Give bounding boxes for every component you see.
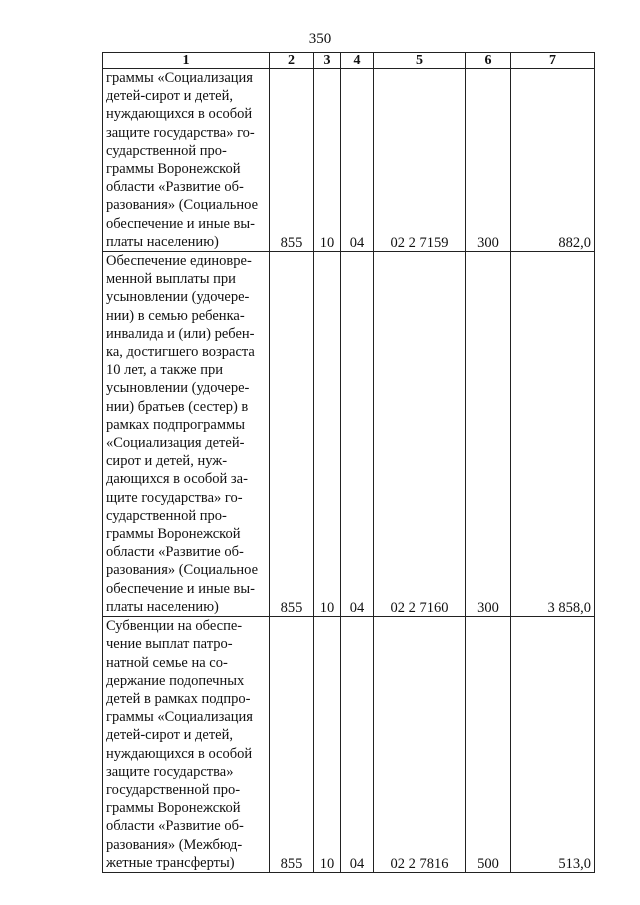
description-line: области «Развитие об- — [106, 818, 244, 835]
description-line: платы населению) — [106, 598, 219, 615]
cell-col6: 300 — [466, 252, 511, 617]
cell-col3: 10 — [314, 252, 341, 617]
description-line: платы населению) — [106, 233, 219, 250]
column-header-5: 5 — [374, 53, 466, 69]
description-line: области «Развитие об- — [106, 544, 244, 561]
description-line: инвалида и (или) ребен- — [106, 325, 255, 342]
description-line: сударственной про- — [106, 142, 227, 159]
description-line: рамках подпрограммы — [106, 416, 245, 433]
table-body — [103, 69, 595, 873]
cell-col2: 855 — [270, 617, 314, 873]
description-line: детей-сирот и детей, — [106, 88, 233, 105]
description-line: усыновлении (удочере- — [106, 289, 250, 306]
description-line: государственной про- — [106, 781, 241, 798]
cell-col3: 10 — [314, 617, 341, 873]
cell-col6: 500 — [466, 617, 511, 873]
description-line: сударственной про- — [106, 507, 227, 524]
description-line: ка, достигшего возраста — [106, 344, 255, 361]
description-line: обеспечение и иные вы- — [106, 580, 255, 597]
description-line: области «Развитие об- — [106, 179, 244, 196]
description-line: чение выплат патро- — [106, 636, 233, 653]
description-line: граммы «Социализация — [106, 70, 253, 86]
description-line: Субвенции на обеспе- — [106, 618, 243, 635]
cell-col7-amount: 3 858,0 — [511, 252, 595, 617]
description-line: натной семье на со- — [106, 654, 228, 671]
cell-col3: 10 — [314, 69, 341, 252]
description-line: щите государства» го- — [106, 489, 243, 506]
row-description — [103, 617, 270, 873]
column-header-2: 2 — [270, 53, 314, 69]
cell-col4: 04 — [341, 617, 374, 873]
description-line: разования» (Социальное — [106, 562, 259, 579]
description-line: граммы «Социализация — [106, 709, 253, 726]
cell-col2: 855 — [270, 69, 314, 252]
description-line: нуждающихся в особой — [106, 745, 253, 762]
description-line: держание подопечных — [106, 672, 245, 689]
cell-col5: 02 2 7160 — [374, 252, 466, 617]
table-header-row — [103, 53, 595, 69]
description-line: нии) в семью ребенка- — [106, 307, 245, 324]
description-line: усыновлении (удочере- — [106, 380, 250, 397]
description-line: нии) братьев (сестер) в — [106, 398, 249, 415]
cell-col7-amount: 513,0 — [511, 617, 595, 873]
description-line: граммы Воронежской — [106, 161, 241, 178]
row-description — [103, 69, 270, 252]
cell-col6: 300 — [466, 69, 511, 252]
cell-col5: 02 2 7816 — [374, 617, 466, 873]
description-line: детей-сирот и детей, — [106, 727, 233, 744]
description-line: Обеспечение единовре- — [106, 253, 252, 270]
row-description — [103, 252, 270, 617]
description-line: защите государства» го- — [106, 124, 255, 141]
column-header-1: 1 — [103, 53, 270, 69]
description-line: нуждающихся в особой — [106, 106, 253, 123]
description-line: защите государства» — [106, 763, 234, 780]
description-line: дающихся в особой за- — [106, 471, 248, 488]
cell-col7-amount: 882,0 — [511, 69, 595, 252]
description-line: 10 лет, а также при — [106, 362, 224, 379]
cell-col4: 04 — [341, 69, 374, 252]
description-line: граммы Воронежской — [106, 526, 241, 543]
table-row — [103, 252, 595, 617]
description-line: сирот и детей, нуж- — [106, 453, 228, 470]
table-row — [103, 69, 595, 252]
column-header-4: 4 — [341, 53, 374, 69]
description-line: обеспечение и иные вы- — [106, 215, 255, 232]
page-number: 350 — [308, 31, 332, 47]
description-line: «Социализация детей- — [106, 435, 245, 452]
column-header-3: 3 — [314, 53, 341, 69]
cell-col5: 02 2 7159 — [374, 69, 466, 252]
column-header-7: 7 — [511, 53, 595, 69]
budget-table — [102, 52, 595, 873]
column-header-6: 6 — [466, 53, 511, 69]
description-line: жетные трансферты) — [106, 854, 235, 871]
description-line: граммы Воронежской — [106, 800, 241, 817]
cell-col2: 855 — [270, 252, 314, 617]
description-line: менной выплаты при — [106, 271, 236, 288]
description-line: разования» (Межбюд- — [106, 836, 243, 853]
cell-col4: 04 — [341, 252, 374, 617]
description-line: разования» (Социальное — [106, 197, 259, 214]
table-row — [103, 617, 595, 873]
description-line: детей в рамках подпро- — [106, 690, 251, 707]
